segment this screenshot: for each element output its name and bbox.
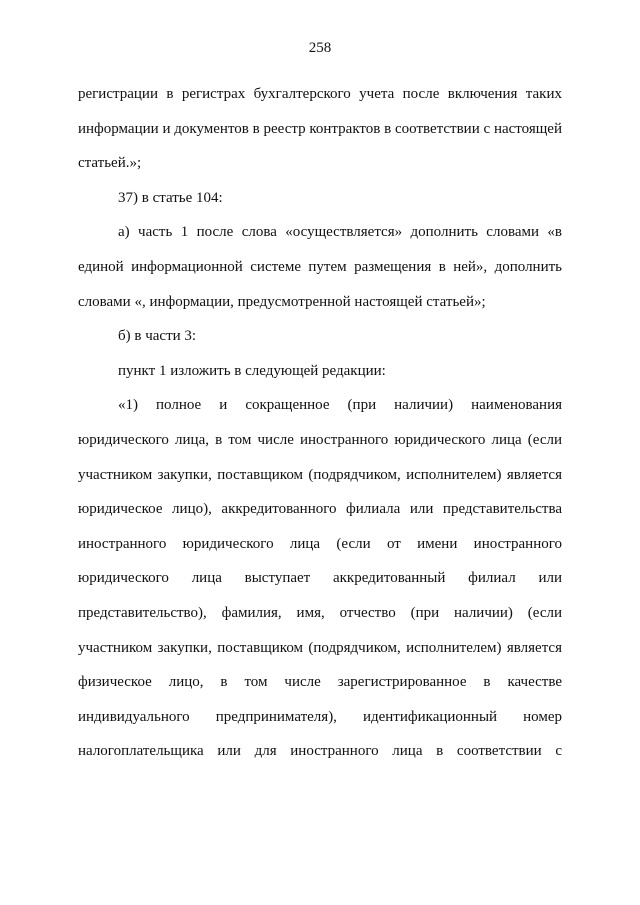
text-line: пункт 1 изложить в следующей редакции: <box>118 362 386 379</box>
text-line: а) часть 1 после слова «осуществляется» дополнить словами «в <box>118 224 562 241</box>
text-line: представительство), фамилия, имя, отчество (при наличии) (если <box>78 604 562 621</box>
text-line: участником закупки, поставщиком (подрядчиком, исполнителем) является <box>78 639 562 656</box>
text-line: б) в части 3: <box>118 328 197 345</box>
text-line: словами «, информации, предусмотренной настоящей статьей»; <box>78 293 486 310</box>
text-line: «1) полное и сокращенное (при наличии) наименования <box>118 397 562 414</box>
text-line: иностранного юридического лица (если от имени иностранного <box>78 535 562 552</box>
page-number: 258 <box>308 40 332 56</box>
text-line: юридическое лицо), аккредитованного филиала или представительства <box>78 501 562 518</box>
text-line: единой информационной системе путем размещения в ней», дополнить <box>78 258 562 275</box>
text-line: налогоплательщика или для иностранного лица в соответствии с <box>78 743 562 760</box>
text-line: индивидуального предпринимателя), идентификационный номер <box>78 708 562 725</box>
text-line: физическое лицо, в том числе зарегистрированное в качестве <box>78 674 562 691</box>
text-line: 37) в статье 104: <box>118 189 223 206</box>
text-line: юридического лица, в том числе иностранного юридического лица (если <box>78 431 562 448</box>
text-line: регистрации в регистрах бухгалтерского учета после включения таких <box>78 86 562 102</box>
text-line: статьей.»; <box>78 155 142 172</box>
document-body <box>78 77 562 769</box>
text-line: информации и документов в реестр контрактов в соответствии с настоящей <box>78 120 562 137</box>
text-line: участником закупки, поставщиком (подрядчиком, исполнителем) является <box>78 466 562 483</box>
text-line: юридического лица выступает аккредитованный филиал или <box>78 570 562 587</box>
